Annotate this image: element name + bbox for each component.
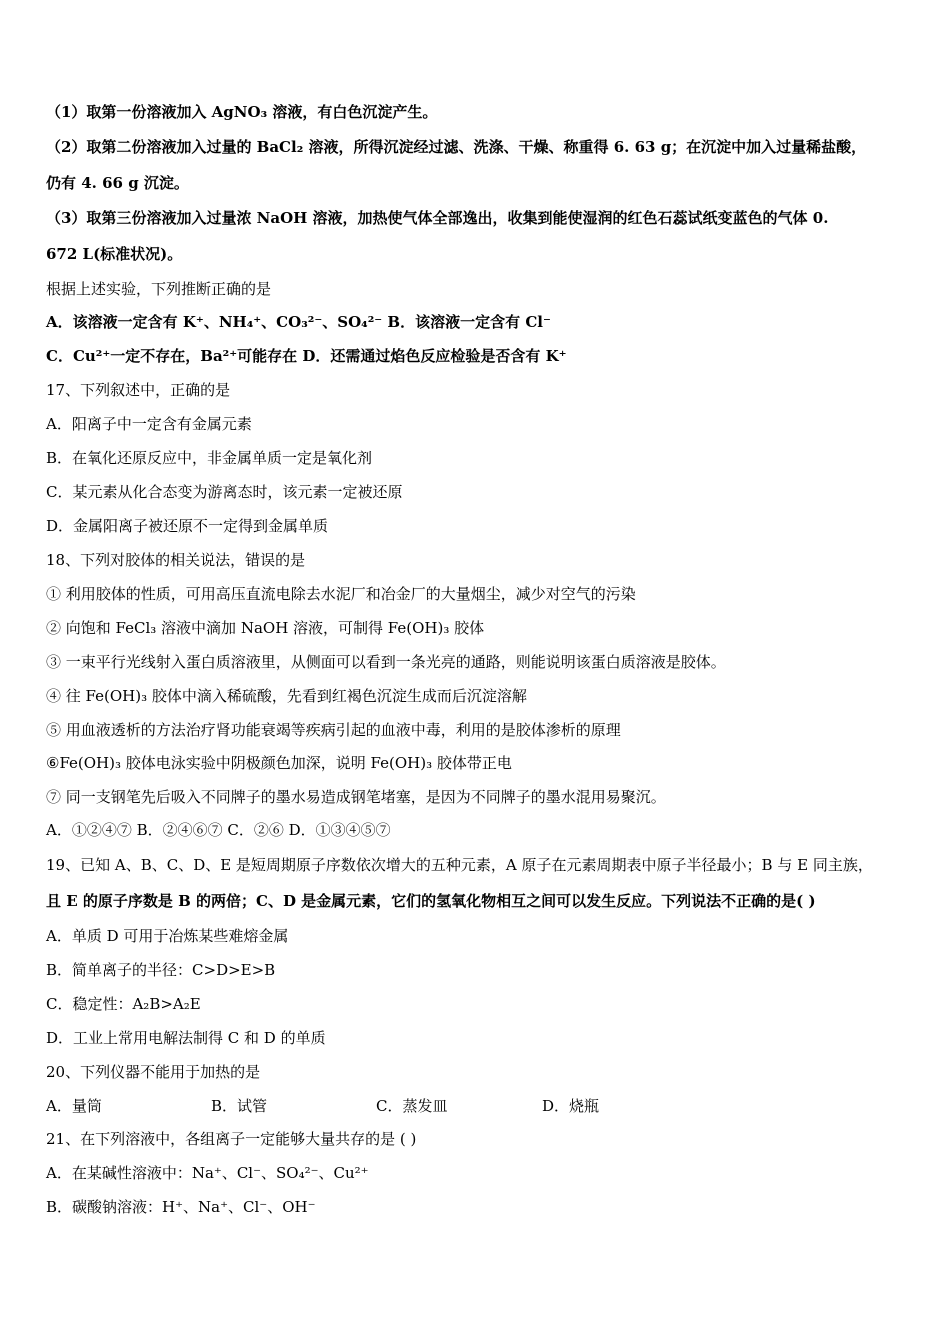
q18-statement-3: ③ 一束平行光线射入蛋白质溶液里，从侧面可以看到一条光亮的通路，则能说明该蛋白质溶液是胶体。 bbox=[46, 653, 726, 671]
q17-option-c: C．某元素从化合态变为游离态时，该元素一定被还原 bbox=[46, 483, 403, 501]
q20-option-b: B．试管 bbox=[211, 1097, 268, 1115]
q19-option-a: A．单质 D 可用于冶炼某些难熔金属 bbox=[46, 927, 289, 945]
q16-step-1: （1）取第一份溶液加入 AgNO₃ 溶液，有白色沉淀产生。 bbox=[46, 103, 438, 121]
q20-option-a: A．量筒 bbox=[46, 1097, 102, 1115]
q20-option-c: C．蒸发皿 bbox=[376, 1097, 448, 1115]
q18-statement-5: ⑤ 用血液透析的方法治疗肾功能衰竭等疾病引起的血液中毒，利用的是胶体渗析的原理 bbox=[46, 721, 621, 739]
q18-statement-7: ⑦ 同一支钢笔先后吸入不同牌子的墨水易造成钢笔堵塞，是因为不同牌子的墨水混用易聚沉。 bbox=[46, 788, 666, 806]
q20-options bbox=[46, 1096, 599, 1116]
q19-option-b: B．简单离子的半径：C>D>E>B bbox=[46, 961, 276, 979]
q18-statement-2: ② 向饱和 FeCl₃ 溶液中滴加 NaOH 溶液，可制得 Fe(OH)₃ 胶体 bbox=[46, 619, 485, 637]
q17-option-a: A．阳离子中一定含有金属元素 bbox=[46, 415, 252, 433]
q16-step-3: （3）取第三份溶液加入过量浓 NaOH 溶液，加热使气体全部逸出，收集到能使湿润的红色石蕊试纸变蓝色的气体 0. bbox=[46, 209, 829, 227]
q21-option-b: B．碳酸钠溶液：H⁺、Na⁺、Cl⁻、OH⁻ bbox=[46, 1198, 316, 1216]
q16-prompt: 根据上述实验，下列推断正确的是 bbox=[46, 280, 272, 298]
q21-option-a: A．在某碱性溶液中：Na⁺、Cl⁻、SO₄²⁻、Cu²⁺ bbox=[46, 1164, 369, 1182]
q19-stem: 19、已知 A、B、C、D、E 是短周期原子序数依次增大的五种元素，A 原子在元素周期表中原子半径最小；B 与 E 同主族， bbox=[46, 856, 873, 874]
q20-stem: 20、下列仪器不能用于加热的是 bbox=[46, 1063, 261, 1081]
q16-step-2: （2）取第二份溶液加入过量的 BaCl₂ 溶液，所得沉淀经过滤、洗涤、干燥、称重得 6. 63 g；在沉淀中加入过量稀盐酸， bbox=[46, 138, 867, 156]
q16-options-cd: C．Cu²⁺一定不存在，Ba²⁺可能存在 D．还需通过焰色反应检验是否含有 K⁺ bbox=[46, 347, 567, 365]
q18-stem: 18、下列对胶体的相关说法，错误的是 bbox=[46, 551, 306, 569]
q19-stem-cont: 且 E 的原子序数是 B 的两倍；C、D 是金属元素，它们的氢氧化物相互之间可以发生反应。下列说法不正确的是( ) bbox=[46, 892, 816, 910]
q16-step-2-cont: 仍有 4. 66 g 沉淀。 bbox=[46, 174, 189, 192]
q17-option-b: B．在氧化还原反应中，非金属单质一定是氧化剂 bbox=[46, 449, 373, 467]
q18-options: A．①②④⑦ B．②④⑥⑦ C．②⑥ D．①③④⑤⑦ bbox=[46, 821, 391, 839]
q18-statement-6: ⑥Fe(OH)₃ 胶体电泳实验中阴极颜色加深，说明 Fe(OH)₃ 胶体带正电 bbox=[46, 754, 512, 772]
q19-option-d: D．工业上常用电解法制得 C 和 D 的单质 bbox=[46, 1029, 326, 1047]
q21-stem: 21、在下列溶液中，各组离子一定能够大量共存的是 ( ) bbox=[46, 1130, 417, 1148]
q19-option-c: C．稳定性：A₂B>A₂E bbox=[46, 995, 201, 1013]
q17-stem: 17、下列叙述中，正确的是 bbox=[46, 381, 231, 399]
q18-statement-1: ① 利用胶体的性质，可用高压直流电除去水泥厂和冶金厂的大量烟尘，减少对空气的污染 bbox=[46, 585, 636, 603]
q20-option-d: D．烧瓶 bbox=[542, 1097, 600, 1115]
q18-statement-4: ④ 往 Fe(OH)₃ 胶体中滴入稀硫酸，先看到红褐色沉淀生成而后沉淀溶解 bbox=[46, 687, 527, 705]
q16-step-3-cont: 672 L(标准状况)。 bbox=[46, 245, 183, 263]
q16-options-ab: A．该溶液一定含有 K⁺、NH₄⁺、CO₃²⁻、SO₄²⁻ B．该溶液一定含有 Cl⁻ bbox=[46, 313, 551, 331]
q17-option-d: D．金属阳离子被还原不一定得到金属单质 bbox=[46, 517, 329, 535]
